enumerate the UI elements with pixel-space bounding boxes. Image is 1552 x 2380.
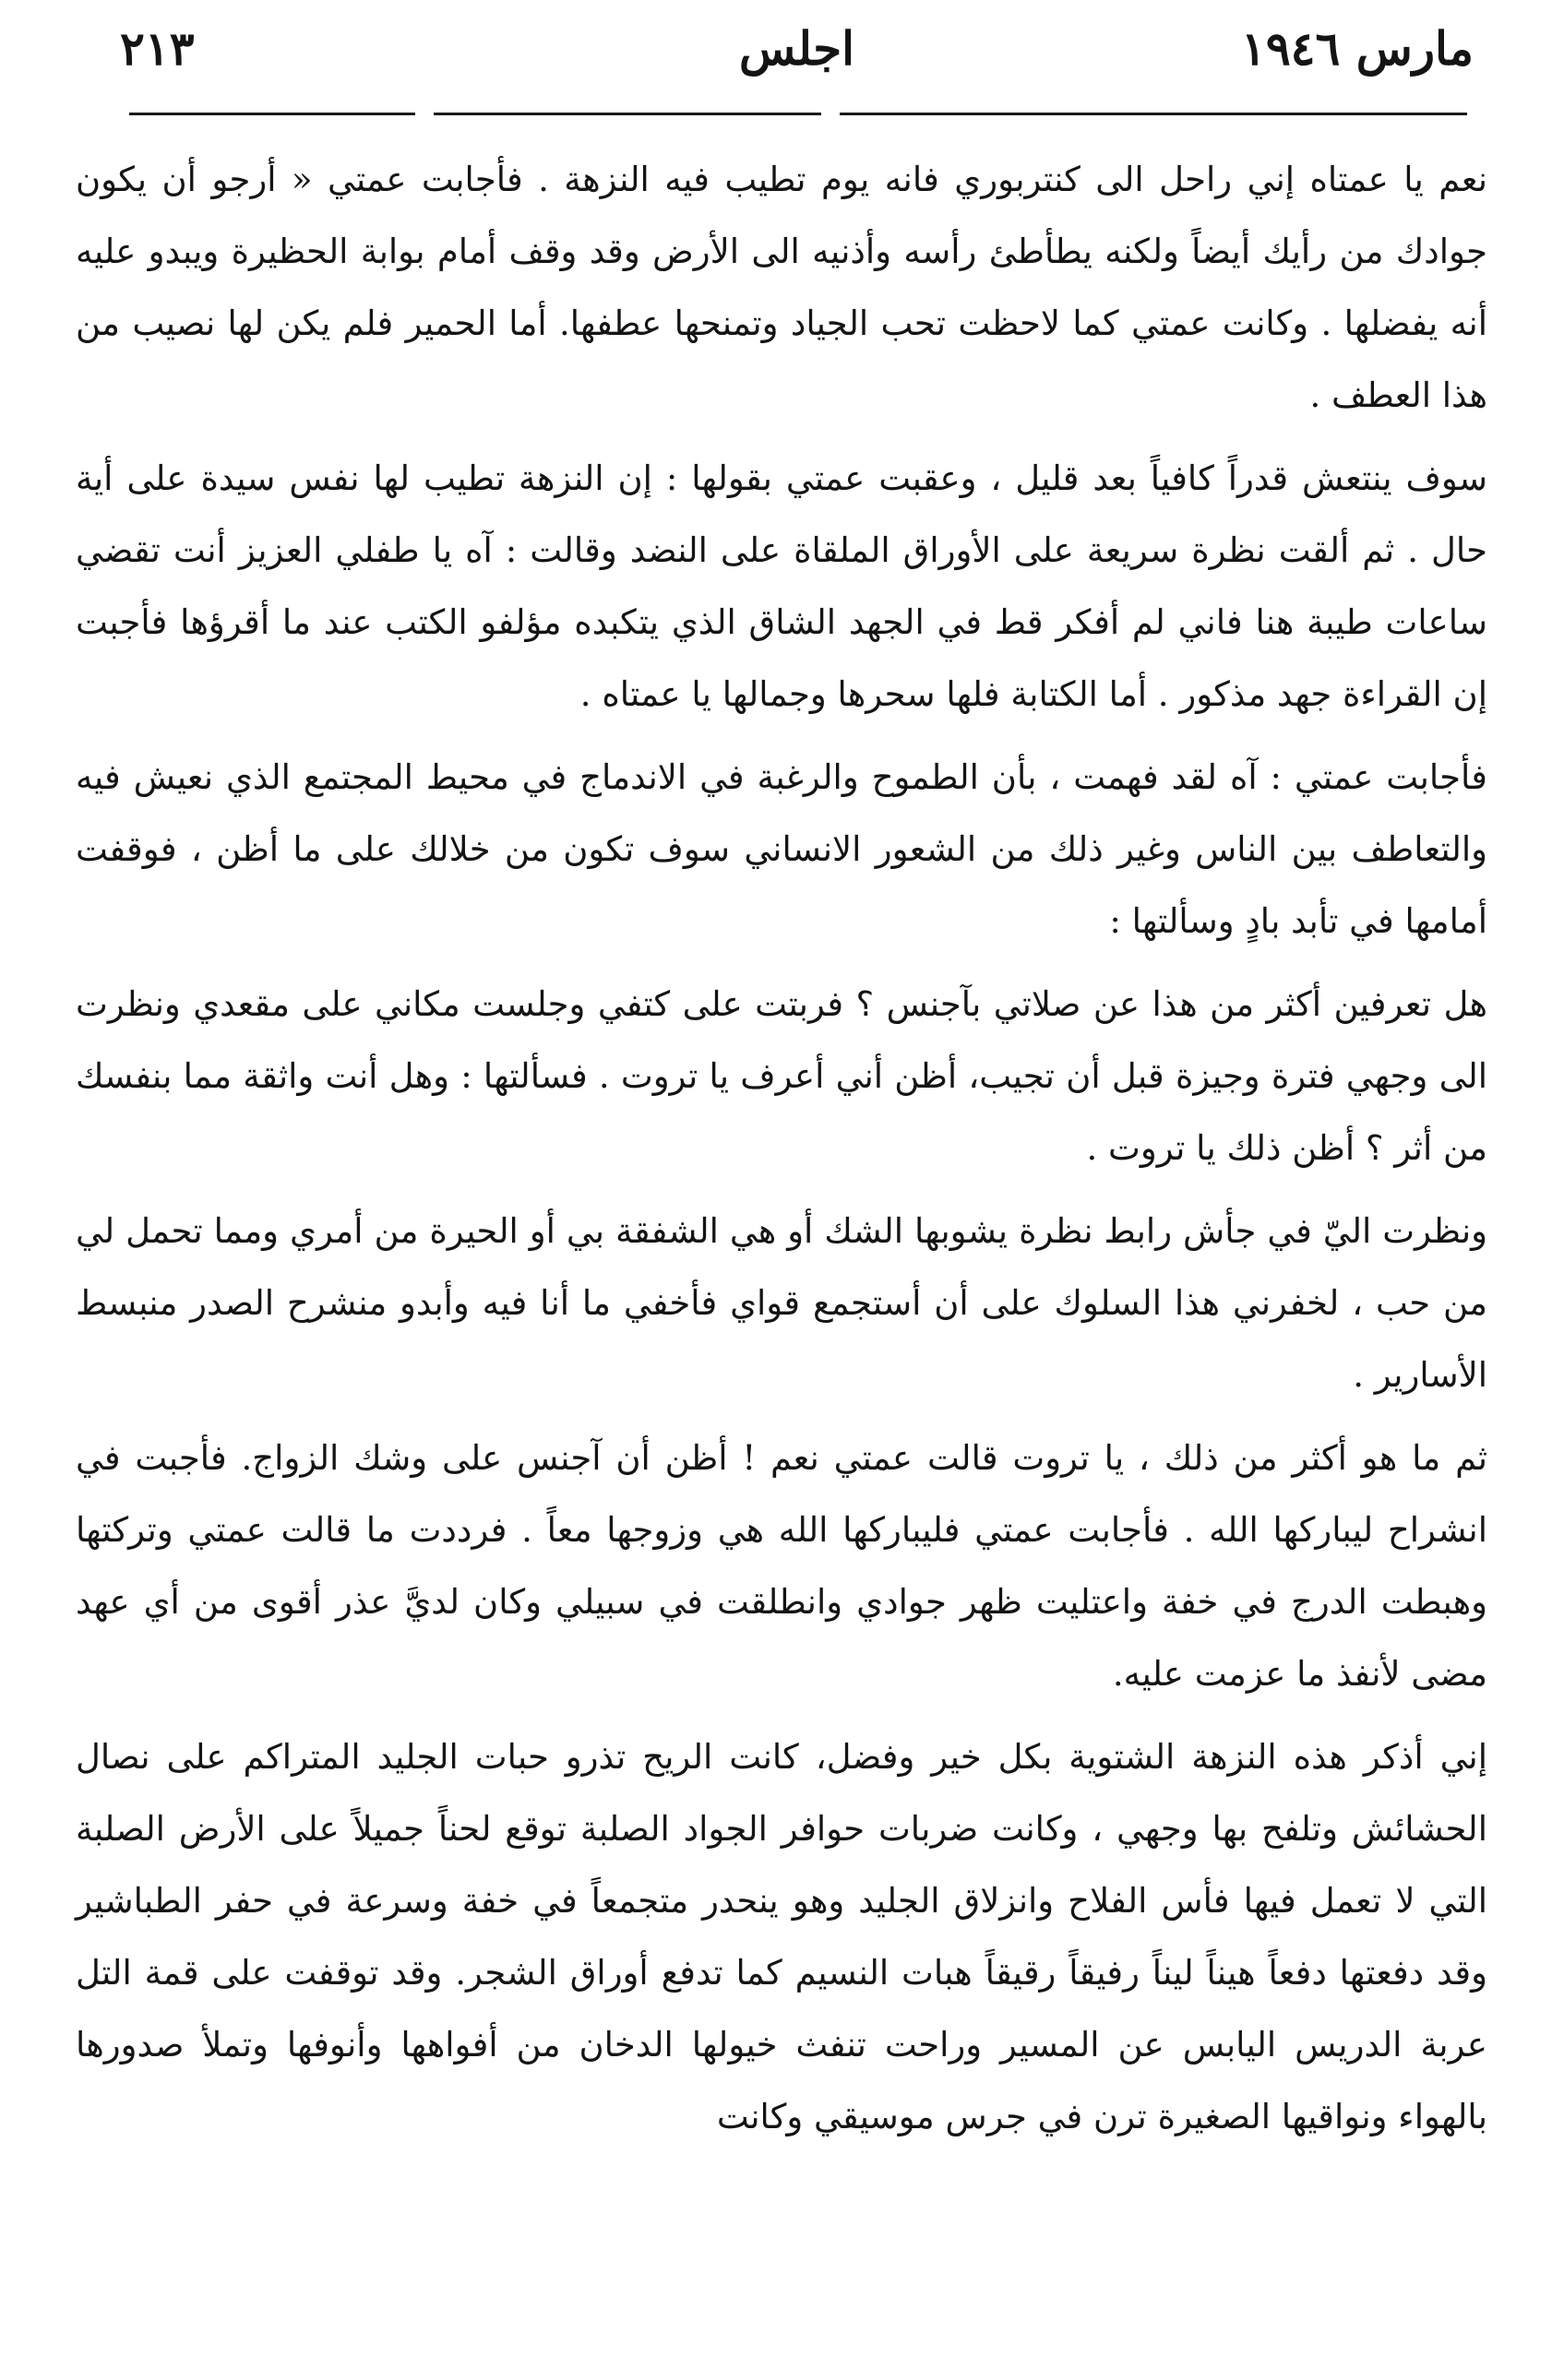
paragraph: ونظرت اليّ في جأش رابط نظرة يشوبها الشك أو هي الشفقة بي أو الحيرة من أمري ومما تحمل لي من حب ، لخفرني هذا السلوك على أن أستجمع قواي فأخفي ما أنا فيه وأبدو منشرح الصدر منبسط الأسارير .	[76, 1211, 1487, 1395]
running-header	[120, 17, 1474, 81]
body-text	[76, 144, 1487, 2153]
header-rule-right	[840, 113, 1467, 115]
page-number: ٢١٣	[120, 21, 195, 76]
paragraph: فأجابت عمتي : آه لقد فهمت ، بأن الطموح والرغبة في الاندماج في محيط المجتمع الذي نعيش فيه والتعاطف بين الناس وغير ذلك من الشعور الانساني سوف تكون من خلالك على ما أظن ، فوقفت أمامها في تأبد بادٍ وسألتها :	[76, 757, 1487, 941]
paragraph: ثم ما هو أكثر من ذلك ، يا تروت قالت عمتي نعم ! أظن أن آجنس على وشك الزواج. فأجبت في انشراح ليباركها الله . فأجابت عمتي فليباركها الله هي وزوجها معاً . فرددت ما قالت عمتي وتركتها وهبطت الدرج في خفة واعتليت ظهر جوادي وانطلقت في سبيلي وكان لديَّ عذر أقوى من أي عهد مضى لأنفذ ما عزمت عليه.	[76, 1438, 1487, 1694]
header-date: مارس ١٩٤٦	[1240, 21, 1474, 76]
paragraph: سوف ينتعش قدراً كافياً بعد قليل ، وعقبت عمتي بقولها : إن النزهة تطيب لها نفس سيدة على أية حال . ثم ألقت نظرة سريعة على الأوراق الملقاة على النضد وقالت : آه يا طفلي العزيز أنت تقضي ساعات طيبة هنا فاني لم أفكر قط في الجهد الشاق الذي يتكبده مؤلفو الكتب عند ما أقرؤها فأجبت إن القراءة جهد مذكور . أما الكتابة فلها سحرها وجمالها يا عمتاه .	[76, 458, 1487, 714]
paragraph: إني أذكر هذه النزهة الشتوية بكل خير وفضل، كانت الريح تذرو حبات الجليد المتراكم على نصال الحشائش وتلفح بها وجهي ، وكانت ضربات حوافر الجواد الصلبة توقع لحناً جميلاً على الأرض الصلبة التي لا تعمل فيها فأس الفلاح وانزلاق الجليد وهو ينحدر متجمعاً في خفة وسرعة في حفر الطباشير وقد دفعتها دفعاً هيناً ليناً رفيقاً رقيقاً هبات النسيم كما تدفع أوراق الشجر. وقد توقفت على قمة التل عربة الدريس اليابس عن المسير وراحت تنفث خيولها الدخان من أفواهها وأنوفها وتملأ صدورها بالهواء ونواقيها الصغيرة ترن في جرس موسيقي وكانت	[76, 1737, 1487, 2136]
header-title: اجلس	[738, 21, 855, 76]
paragraph: نعم يا عمتاه إني راحل الى كنتربوري فانه يوم تطيب فيه النزهة . فأجابت عمتي « أرجو أن يكون جوادك من رأيك أيضاً ولكنه يطأطئ رأسه وأذنيه الى الأرض وقد وقف أمام بوابة الحظيرة ويبدو عليه أنه يفضلها . وكانت عمتي كما لاحظت تحب الجياد وتمنحها عطفها. أما الحمير فلم يكن لها نصيب من هذا العطف .	[76, 160, 1487, 415]
paragraph: هل تعرفين أكثر من هذا عن صلاتي بآجنس ؟ فربتت على كتفي وجلست مكاني على مقعدي ونظرت الى وجهي فترة وجيزة قبل أن تجيب، أظن أني أعرف يا تروت . فسألتها : وهل أنت واثقة مما بنفسك من أثر ؟ أظن ذلك يا تروت .	[76, 984, 1487, 1168]
header-rule-center	[434, 113, 821, 115]
header-rule-left	[129, 113, 415, 115]
